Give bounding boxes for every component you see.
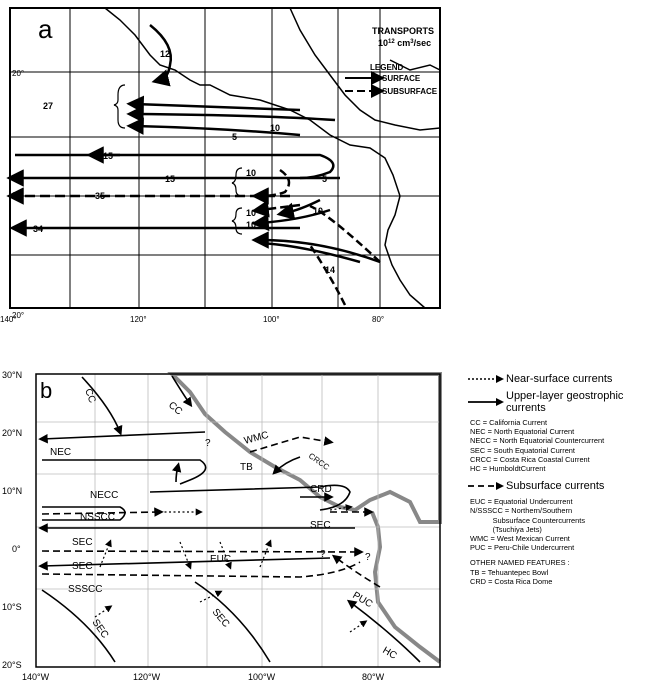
panel-a-frame bbox=[10, 8, 440, 308]
upper-layer-swatch bbox=[466, 395, 506, 409]
transport-10-b: 10 bbox=[246, 168, 257, 178]
label-sec-2: SEC bbox=[72, 561, 93, 572]
subsurface-swatch bbox=[466, 479, 506, 493]
panel-a-map bbox=[0, 0, 646, 336]
transport-35: 35 bbox=[95, 191, 106, 201]
panel-b-legend bbox=[466, 372, 646, 586]
lon-label-80: 80° bbox=[372, 315, 385, 324]
lon-140w: 140°W bbox=[22, 672, 50, 682]
abbr-wmc: WMC = West Mexican Current bbox=[470, 534, 570, 544]
lat-0: 0° bbox=[12, 544, 21, 554]
transport-5-b: 5 bbox=[322, 174, 328, 184]
upper-abbreviations bbox=[470, 418, 646, 473]
label-hc: HC bbox=[380, 645, 399, 662]
abbr-hc: HC = HumboldtCurrent bbox=[470, 464, 546, 474]
label-sec-s: SEC bbox=[209, 606, 232, 630]
lat-10n: 10°N bbox=[2, 486, 23, 496]
abbr-sec: SEC = South Equatorial Current bbox=[470, 445, 575, 455]
question-mark-3: ? bbox=[365, 552, 371, 563]
lat-20n: 20°N bbox=[2, 428, 23, 438]
transport-10-c: 10 bbox=[246, 208, 257, 218]
panel-a bbox=[0, 0, 646, 336]
legend-a-surface-label: SURFACE bbox=[382, 74, 421, 83]
label-puc: PUC bbox=[350, 590, 375, 611]
lat-20s: 20°S bbox=[2, 660, 22, 670]
transports-units: $10^{12}$ $cm^3/\sec$ bbox=[378, 38, 432, 48]
other-tb: TB = Tehuantepec Bowl bbox=[470, 567, 549, 577]
label-sec-east: SEC bbox=[310, 520, 331, 531]
transports-title: TRANSPORTS bbox=[372, 26, 435, 36]
label-nec: NEC bbox=[50, 447, 72, 458]
label-sec-1: SEC bbox=[72, 537, 93, 548]
transport-10-d: 10 bbox=[246, 220, 257, 230]
label-sec-sw: SEC bbox=[89, 617, 111, 641]
abbr-nssscc-3: (Tsuchiya Jets) bbox=[470, 524, 542, 534]
sub-abbreviations bbox=[470, 497, 646, 552]
lat-10s: 10°S bbox=[2, 602, 22, 612]
lon-80w: 80°W bbox=[362, 672, 385, 682]
abbr-euc: EUC = Equatorial Undercurrent bbox=[470, 497, 573, 507]
label-ssscc: SSSCC bbox=[68, 584, 103, 595]
lon-120w: 120°W bbox=[133, 672, 161, 682]
near-surface-label: Near-surface currents bbox=[506, 373, 613, 385]
bracket-10-lower bbox=[232, 208, 242, 234]
lon-label-100: 100° bbox=[263, 315, 280, 324]
panel-b-label: b bbox=[40, 378, 53, 403]
lon-100w: 100°W bbox=[248, 672, 276, 682]
abbr-necc: NECC = North Equatorial Countercurrent bbox=[470, 436, 605, 446]
label-cc-1: CC bbox=[82, 387, 98, 405]
lon-label-140: 140° bbox=[0, 315, 17, 324]
label-crcc: CRCC bbox=[306, 451, 331, 472]
question-mark-2: ? bbox=[320, 549, 326, 560]
label-cc-2: CC bbox=[166, 399, 185, 418]
abbr-nssscc-2: Subsurface Countercurrents bbox=[470, 515, 586, 525]
transport-15-b: 15 bbox=[165, 174, 176, 184]
label-crd: CRD bbox=[310, 484, 332, 495]
lat-label-20n: 20° bbox=[12, 69, 25, 78]
transport-12: 12 bbox=[160, 49, 171, 59]
question-mark-1: ? bbox=[205, 438, 211, 449]
other-crd: CRD = Costa Rica Dome bbox=[470, 576, 553, 586]
bracket-10-upper bbox=[232, 168, 242, 196]
abbr-cc: CC = California Current bbox=[470, 418, 548, 427]
other-features bbox=[470, 558, 646, 586]
legend-upper-layer bbox=[466, 390, 646, 414]
lon-label-120: 120° bbox=[130, 315, 147, 324]
panel-a-grid bbox=[10, 8, 440, 308]
label-tb: TB bbox=[240, 462, 253, 473]
label-wmc: WMC bbox=[242, 429, 270, 447]
panel-b-land-north bbox=[172, 374, 440, 522]
transport-5-a: 5 bbox=[232, 132, 238, 142]
transport-10-a: 10 bbox=[270, 123, 281, 133]
subsurface-label: Subsurface currents bbox=[506, 480, 605, 493]
abbr-crcc: CRCC = Costa Rica Coastal Current bbox=[470, 454, 590, 464]
lat-label-20s: 20° bbox=[12, 311, 25, 320]
label-necc: NECC bbox=[90, 490, 119, 501]
legend-a-title: LEGEND bbox=[370, 63, 404, 72]
transport-34: 34 bbox=[33, 224, 44, 234]
legend-subsurface bbox=[466, 479, 646, 493]
panel-b-map bbox=[0, 362, 460, 692]
near-surface-swatch bbox=[466, 372, 506, 386]
label-euc: EUC bbox=[210, 554, 232, 565]
lat-label-0: 0° bbox=[12, 191, 20, 200]
abbr-puc: PUC = Peru-Chile Undercurrent bbox=[470, 543, 575, 553]
other-features-title: OTHER NAMED FEATURES : bbox=[470, 558, 570, 568]
abbr-nssscc: N/SSSCC = Northern/Southern bbox=[470, 506, 573, 516]
lat-30n: 30°N bbox=[2, 370, 23, 380]
panel-b-coast-south bbox=[372, 512, 440, 662]
upper-layer-label: Upper-layer geostrophic currents bbox=[506, 390, 624, 414]
legend-near-surface bbox=[466, 372, 646, 386]
bracket-27 bbox=[114, 85, 125, 128]
transport-15-a: 15 bbox=[103, 151, 114, 161]
legend-a-subsurface-label: SUBSURFACE bbox=[382, 87, 438, 96]
panel-a-label: a bbox=[38, 14, 53, 44]
transport-10-e: 10 bbox=[313, 206, 324, 216]
transport-27: 27 bbox=[43, 101, 54, 111]
transport-14: 14 bbox=[325, 265, 336, 275]
label-nsscc: NSSCC bbox=[80, 512, 116, 523]
abbr-nec: NEC = North Equatorial Current bbox=[470, 427, 575, 437]
